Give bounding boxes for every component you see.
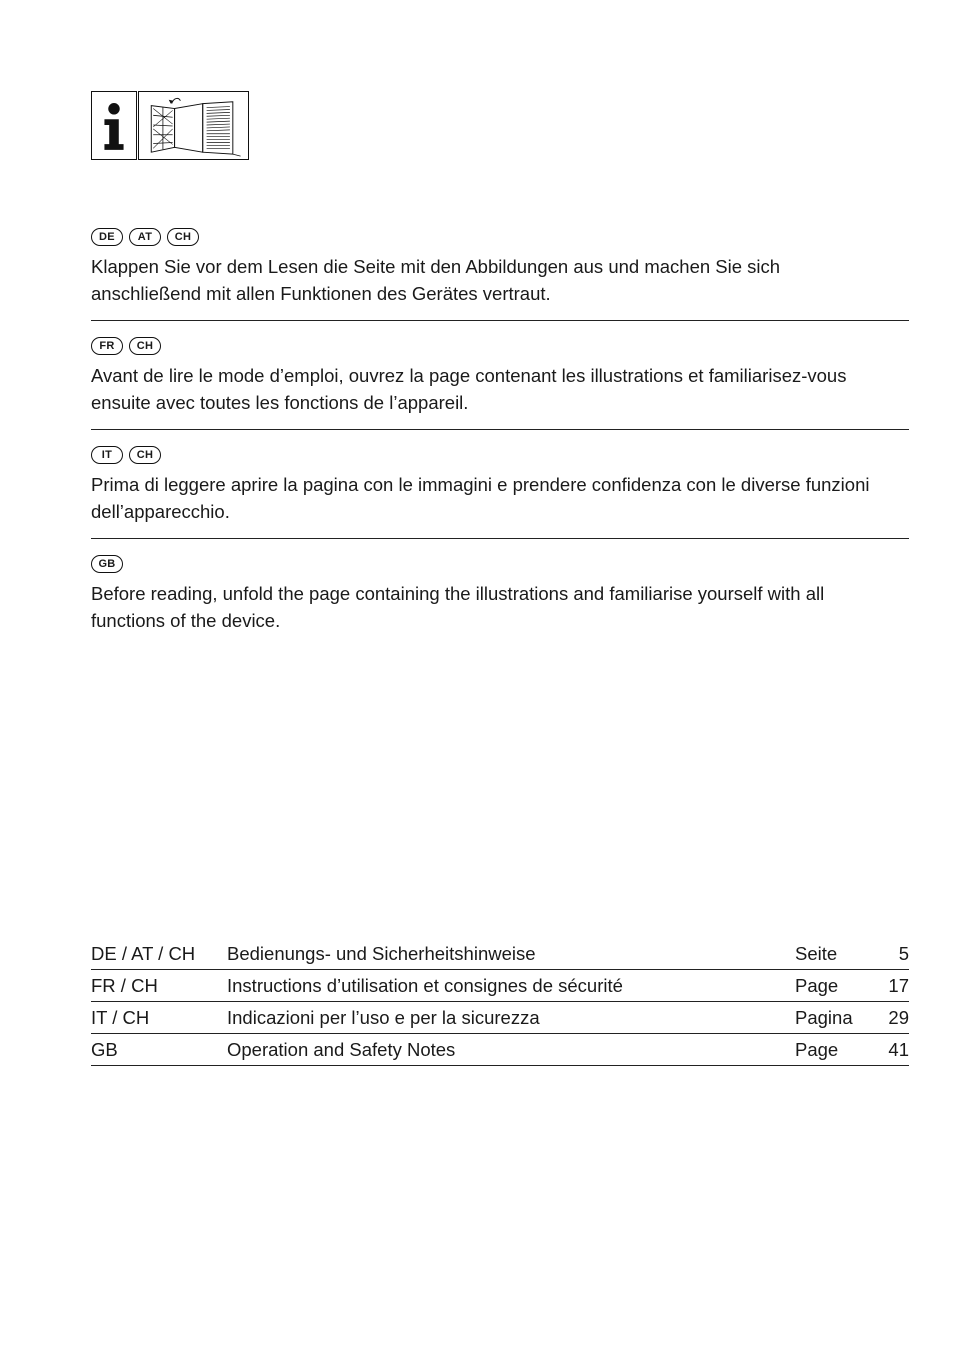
divider xyxy=(91,538,909,539)
badge-ch: CH xyxy=(167,228,199,246)
section-de xyxy=(91,227,909,307)
toc-page-label: Pagina xyxy=(795,1007,853,1028)
badge-fr: FR xyxy=(91,337,123,355)
toc-page-number: 5 xyxy=(898,943,909,964)
toc-page-number: 17 xyxy=(888,975,909,996)
toc-title: Indicazioni per l’uso e per la sicurezza xyxy=(227,1007,540,1028)
toc-title: Instructions d’utilisation et consignes de sécurité xyxy=(227,975,623,996)
instruction-text-it: Prima di leggere aprire la pagina con le immagini e prendere confidenza con le diverse funzioni dell’apparecchio. xyxy=(91,474,870,522)
toc-language: FR / CH xyxy=(91,975,158,996)
section-gb xyxy=(91,554,909,634)
toc-title: Operation and Safety Notes xyxy=(227,1039,456,1060)
toc-language: DE / AT / CH xyxy=(91,943,196,964)
badge-it: IT xyxy=(91,446,123,464)
toc-page-number: 41 xyxy=(888,1039,909,1060)
table-of-contents xyxy=(91,938,909,1066)
instruction-text-de: Klappen Sie vor dem Lesen die Seite mit den Abbildungen aus und machen Sie sich anschließend mit allen Funktionen des Gerätes vertraut. xyxy=(91,256,781,304)
toc-row[interactable] xyxy=(91,1034,909,1066)
badge-ch: CH xyxy=(129,446,161,464)
info-icon xyxy=(91,91,137,160)
divider xyxy=(91,320,909,321)
instruction-text-fr: Avant de lire le mode d’emploi, ouvrez la page contenant les illustrations et familiarisez-vous ensuite avec toutes les fonctions de l’appareil. xyxy=(91,365,847,413)
toc-row[interactable] xyxy=(91,1002,909,1034)
toc-page-label: Page xyxy=(795,975,839,996)
section-it xyxy=(91,445,909,525)
language-badges xyxy=(91,445,909,465)
divider xyxy=(91,429,909,430)
badge-ch: CH xyxy=(129,337,161,355)
toc-row[interactable] xyxy=(91,938,909,970)
language-badges xyxy=(91,554,909,574)
badge-de: DE xyxy=(91,228,123,246)
unfold-page-icon xyxy=(138,91,249,160)
toc-language: GB xyxy=(91,1039,118,1060)
language-badges xyxy=(91,227,909,247)
toc-title: Bedienungs- und Sicherheitshinweise xyxy=(227,943,536,964)
badge-gb: GB xyxy=(91,555,123,573)
toc-row[interactable] xyxy=(91,970,909,1002)
toc-language: IT / CH xyxy=(91,1007,150,1028)
toc-page-number: 29 xyxy=(888,1007,909,1028)
section-fr xyxy=(91,336,909,416)
language-badges xyxy=(91,336,909,356)
toc-page-label: Seite xyxy=(795,943,838,964)
toc-page-label: Page xyxy=(795,1039,839,1060)
badge-at: AT xyxy=(129,228,161,246)
instruction-text-gb: Before reading, unfold the page containing the illustrations and familiarise yourself with all functions of the device. xyxy=(91,583,825,631)
